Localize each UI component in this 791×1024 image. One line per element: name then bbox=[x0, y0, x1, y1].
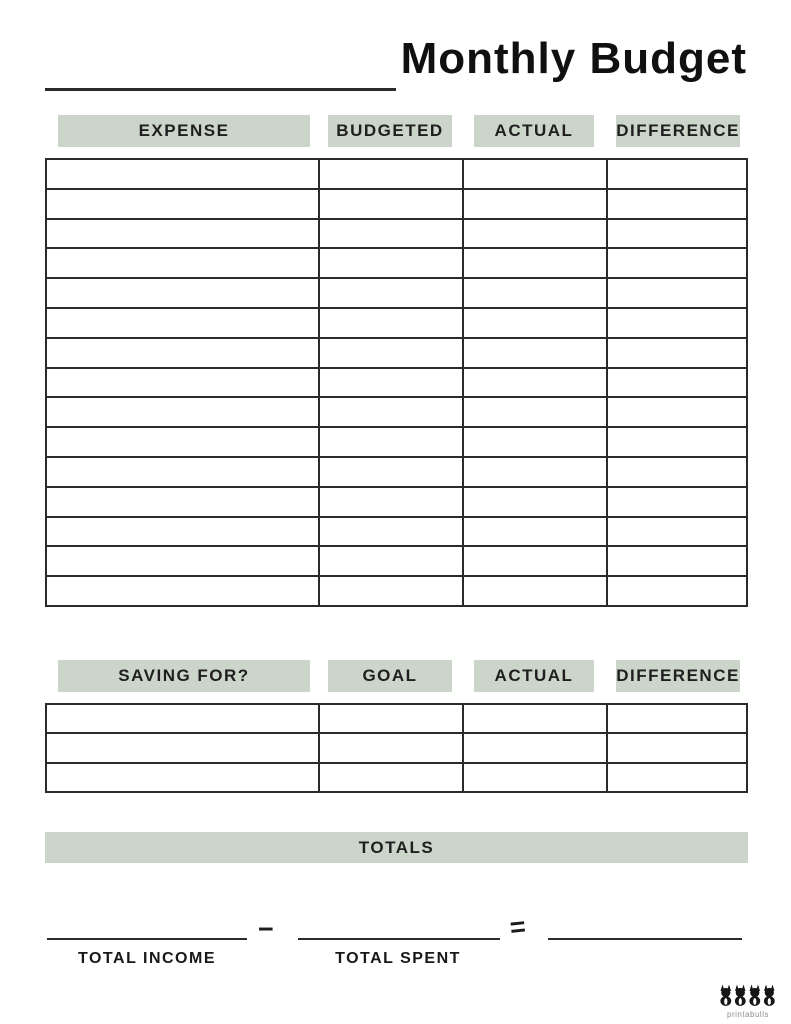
table-row bbox=[46, 704, 747, 733]
table-cell bbox=[46, 763, 319, 792]
table-cell bbox=[46, 457, 319, 487]
budgeted-header: BUDGETED bbox=[328, 115, 452, 147]
table-row bbox=[46, 517, 747, 547]
table-cell bbox=[463, 487, 607, 517]
total-income-blank-line bbox=[47, 922, 247, 940]
table-cell bbox=[463, 427, 607, 457]
table-cell bbox=[463, 546, 607, 576]
table-cell bbox=[46, 159, 319, 189]
table-row bbox=[46, 189, 747, 219]
table-row bbox=[46, 278, 747, 308]
difference-header: DIFFERENCE bbox=[616, 660, 740, 692]
table-cell bbox=[607, 248, 747, 278]
table-cell bbox=[607, 189, 747, 219]
total-spent-blank-line bbox=[298, 922, 500, 940]
table-cell bbox=[607, 308, 747, 338]
table-cell bbox=[319, 763, 463, 792]
table-cell bbox=[46, 576, 319, 606]
table-cell bbox=[319, 397, 463, 427]
expense-column-headers bbox=[45, 115, 746, 147]
table-cell bbox=[607, 457, 747, 487]
actual-header: ACTUAL bbox=[474, 660, 594, 692]
total-income-label: TOTAL INCOME bbox=[78, 950, 216, 967]
table-cell bbox=[319, 427, 463, 457]
table-cell bbox=[463, 278, 607, 308]
table-row bbox=[46, 308, 747, 338]
table-cell bbox=[607, 733, 747, 762]
table-cell bbox=[319, 278, 463, 308]
goal-header: GOAL bbox=[328, 660, 452, 692]
table-row bbox=[46, 338, 747, 368]
table-row bbox=[46, 763, 747, 792]
table-row bbox=[46, 733, 747, 762]
summary-equation bbox=[45, 911, 746, 988]
table-cell bbox=[607, 487, 747, 517]
equals-sign: = bbox=[508, 911, 528, 943]
table-row bbox=[46, 427, 747, 457]
table-cell bbox=[463, 576, 607, 606]
savings-column-headers bbox=[45, 660, 746, 692]
table-cell bbox=[46, 219, 319, 249]
table-cell bbox=[607, 763, 747, 792]
table-cell bbox=[607, 576, 747, 606]
table-row bbox=[46, 368, 747, 398]
expense-table bbox=[45, 158, 748, 607]
page-title: Monthly Budget bbox=[400, 34, 747, 83]
table-row bbox=[46, 397, 747, 427]
table-cell bbox=[463, 159, 607, 189]
printabulls-dogs-icon bbox=[719, 993, 777, 1010]
expense-header: EXPENSE bbox=[58, 115, 310, 147]
table-cell bbox=[46, 248, 319, 278]
table-cell bbox=[319, 189, 463, 219]
table-cell bbox=[463, 397, 607, 427]
table-cell bbox=[46, 397, 319, 427]
table-cell bbox=[319, 368, 463, 398]
table-row bbox=[46, 248, 747, 278]
saving-for-header: SAVING FOR? bbox=[58, 660, 310, 692]
table-cell bbox=[463, 219, 607, 249]
table-cell bbox=[319, 159, 463, 189]
table-cell bbox=[46, 487, 319, 517]
table-cell bbox=[607, 278, 747, 308]
table-cell bbox=[319, 457, 463, 487]
table-cell bbox=[463, 763, 607, 792]
table-cell bbox=[46, 427, 319, 457]
totals-bar: TOTALS bbox=[45, 832, 748, 863]
actual-header: ACTUAL bbox=[474, 115, 594, 147]
table-cell bbox=[463, 308, 607, 338]
table-cell bbox=[607, 704, 747, 733]
printabulls-logo-text: printabulls bbox=[727, 1010, 769, 1019]
difference-header: DIFFERENCE bbox=[616, 115, 740, 147]
table-cell bbox=[607, 219, 747, 249]
table-cell bbox=[319, 308, 463, 338]
minus-sign: − bbox=[258, 914, 274, 944]
total-spent-label: TOTAL SPENT bbox=[335, 950, 461, 967]
table-cell bbox=[319, 704, 463, 733]
table-row bbox=[46, 159, 747, 189]
table-cell bbox=[463, 457, 607, 487]
table-cell bbox=[463, 733, 607, 762]
table-cell bbox=[463, 517, 607, 547]
table-cell bbox=[607, 427, 747, 457]
savings-table bbox=[45, 703, 748, 793]
table-cell bbox=[319, 517, 463, 547]
table-cell bbox=[46, 368, 319, 398]
table-cell bbox=[607, 517, 747, 547]
printabulls-logo bbox=[716, 984, 780, 1019]
table-cell bbox=[607, 338, 747, 368]
table-cell bbox=[46, 278, 319, 308]
table-cell bbox=[46, 308, 319, 338]
table-cell bbox=[319, 338, 463, 368]
table-cell bbox=[463, 368, 607, 398]
table-cell bbox=[607, 397, 747, 427]
table-cell bbox=[319, 487, 463, 517]
table-cell bbox=[463, 704, 607, 733]
month-name-blank-line bbox=[45, 74, 396, 91]
table-cell bbox=[319, 219, 463, 249]
table-row bbox=[46, 487, 747, 517]
table-cell bbox=[319, 546, 463, 576]
table-cell bbox=[463, 189, 607, 219]
table-cell bbox=[607, 368, 747, 398]
table-cell bbox=[319, 576, 463, 606]
table-cell bbox=[319, 733, 463, 762]
result-blank-line bbox=[548, 922, 742, 940]
table-cell bbox=[46, 733, 319, 762]
table-row bbox=[46, 219, 747, 249]
table-cell bbox=[46, 546, 319, 576]
table-cell bbox=[319, 248, 463, 278]
table-cell bbox=[463, 248, 607, 278]
table-row bbox=[46, 576, 747, 606]
table-cell bbox=[46, 338, 319, 368]
table-cell bbox=[607, 159, 747, 189]
table-cell bbox=[46, 189, 319, 219]
table-cell bbox=[607, 546, 747, 576]
table-cell bbox=[46, 704, 319, 733]
table-row bbox=[46, 457, 747, 487]
table-cell bbox=[463, 338, 607, 368]
table-row bbox=[46, 546, 747, 576]
table-cell bbox=[46, 517, 319, 547]
